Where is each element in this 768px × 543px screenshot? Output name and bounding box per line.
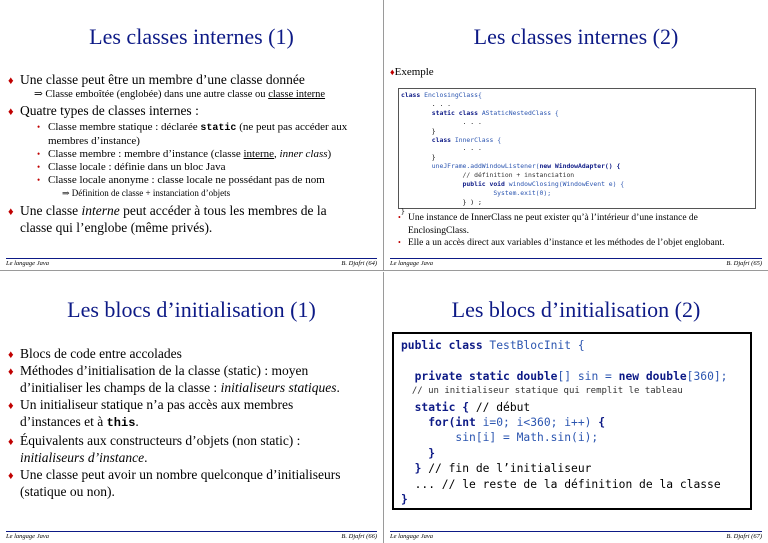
sub-bullet: • Classe membre statique : déclarée static (ne peut pas accéder aux membres d’instance) <box>37 121 348 147</box>
code-line: public class TestBlocInit { <box>401 339 585 352</box>
code-line: } <box>401 153 436 162</box>
code-line: } <box>401 126 436 135</box>
diamond-bullet-icon: ♦ <box>8 206 14 218</box>
slide-body <box>4 71 379 236</box>
code-line: class EnclosingClass{ <box>401 91 482 99</box>
sub-sub-line: ⇒ Définition de classe + instanciation d’objets <box>62 188 231 198</box>
slide-65 <box>384 0 768 271</box>
bullet: ♦ Équivalents aux constructeurs d’objets (non static) : initialiseurs d’instance. <box>8 433 301 465</box>
diamond-bullet-icon: ♦ <box>8 349 14 361</box>
diamond-bullet-icon: ♦ <box>8 75 14 87</box>
code-line: uneJFrame.addWindowListener(new WindowAdapter() { <box>401 162 621 171</box>
diamond-bullet-icon: ♦ <box>8 400 14 412</box>
diamond-bullet-icon: ♦ <box>8 436 14 448</box>
sub-bullet: • Classe membre : membre d’instance (classe interne, inner class) <box>37 148 332 160</box>
bullet-dot-icon: • <box>37 149 41 159</box>
bullet: ♦ Méthodes d’initialisation de la classe (static) : moyen d’initialiser les champs de la classe : initialiseurs statiques. <box>8 363 340 395</box>
code-line: static class AStaticNestedClass { <box>401 108 559 117</box>
sub-bullet: • Classe locale anonyme : classe locale ne possédant pas de nom <box>37 174 325 186</box>
slide-footer: Le langage Java B. Djafri (66) <box>6 533 377 540</box>
code-box <box>392 332 752 510</box>
code-box <box>398 88 756 215</box>
code-line: // définition + instanciation <box>401 171 575 180</box>
bullet: ♦ Blocs de code entre accolades <box>4 345 379 362</box>
bullet-dot-icon: • <box>37 175 41 185</box>
bullet: ♦ Une classe peut avoir un nombre quelconque d’initialiseurs (statique ou non). <box>8 467 341 499</box>
code-line: static { // début <box>401 400 531 414</box>
slide-title: Les classes internes (2) <box>473 24 679 49</box>
code-line: System.exit(0); <box>401 188 552 197</box>
bullet-dot-icon: • <box>398 238 401 247</box>
code-line <box>401 353 750 368</box>
code-line: . . . <box>401 99 452 108</box>
code-line: } <box>401 446 436 460</box>
code-line: . . . <box>401 144 482 153</box>
note: • Elle a un accès direct aux variables d’instance et les méthodes de l’objet englobant. <box>398 238 725 248</box>
bullet-dot-icon: • <box>37 162 41 172</box>
bullet: ♦ Une classe peut être un membre d’une classe donnée <box>4 71 379 88</box>
diamond-bullet-icon: ♦ <box>8 106 14 118</box>
code-line: class InnerClass { <box>401 135 502 144</box>
code-line: } <box>401 206 405 215</box>
bullet: ♦ Une classe interne peut accéder à tous les membres de la classe qui l’englobe (même privés). <box>8 203 327 235</box>
note: • Une instance de InnerClass ne peut exister qu’à l’intérieur d’une instance de EnclosingClass. <box>398 213 698 236</box>
slide-footer: Le langage Java B. Djafri (67) <box>390 533 762 540</box>
slide-title: Les blocs d’initialisation (2) <box>451 297 701 322</box>
code-line: private static double[] sin = new double[360]; <box>401 369 728 383</box>
code-line: } ) ; <box>401 197 482 206</box>
bullet: ♦ Quatre types de classes internes : <box>4 102 379 119</box>
code-line: . . . <box>401 117 482 126</box>
exemple-label: ♦Exemple <box>390 66 434 78</box>
slide-title: Les blocs d’initialisation (1) <box>67 297 316 322</box>
notes <box>384 212 764 250</box>
diamond-bullet-icon: ♦ <box>8 470 14 482</box>
diamond-bullet-icon: ♦ <box>390 67 395 77</box>
code-line: for(int i=0; i<360; i++) { <box>401 416 606 430</box>
slide-footer: Le langage Java B. Djafri (65) <box>390 260 762 267</box>
slide-footer: Le langage Java B. Djafri (64) <box>6 260 377 267</box>
slide-64 <box>0 0 384 271</box>
sub-arrow-line: ⇒ Classe emboîtée (englobée) dans une autre classe ou classe interne <box>34 89 326 100</box>
bullet: ♦ Un initialiseur statique n’a pas accès aux membres d’instances et à this. <box>8 397 294 430</box>
code-line: } // fin de l’initialiseur <box>401 462 592 476</box>
code-line: } <box>401 493 408 507</box>
code-line: sin[i] = Math.sin(i); <box>401 431 599 445</box>
sub-bullet: • Classe locale : définie dans un bloc Java <box>37 161 226 173</box>
code-line: ... // le reste de la définition de la classe <box>401 477 721 491</box>
diamond-bullet-icon: ♦ <box>8 366 14 378</box>
code-line: // un initialiseur statique qui remplit le tableau <box>401 386 683 397</box>
code-line: public void windowClosing(WindowEvent e) { <box>401 180 625 189</box>
bullet-dot-icon: • <box>37 122 41 132</box>
slide-body <box>4 345 379 500</box>
slide-67 <box>384 272 768 543</box>
slide-title: Les classes internes (1) <box>89 24 294 49</box>
slide-66 <box>0 272 384 543</box>
bullet-dot-icon: • <box>398 213 401 222</box>
